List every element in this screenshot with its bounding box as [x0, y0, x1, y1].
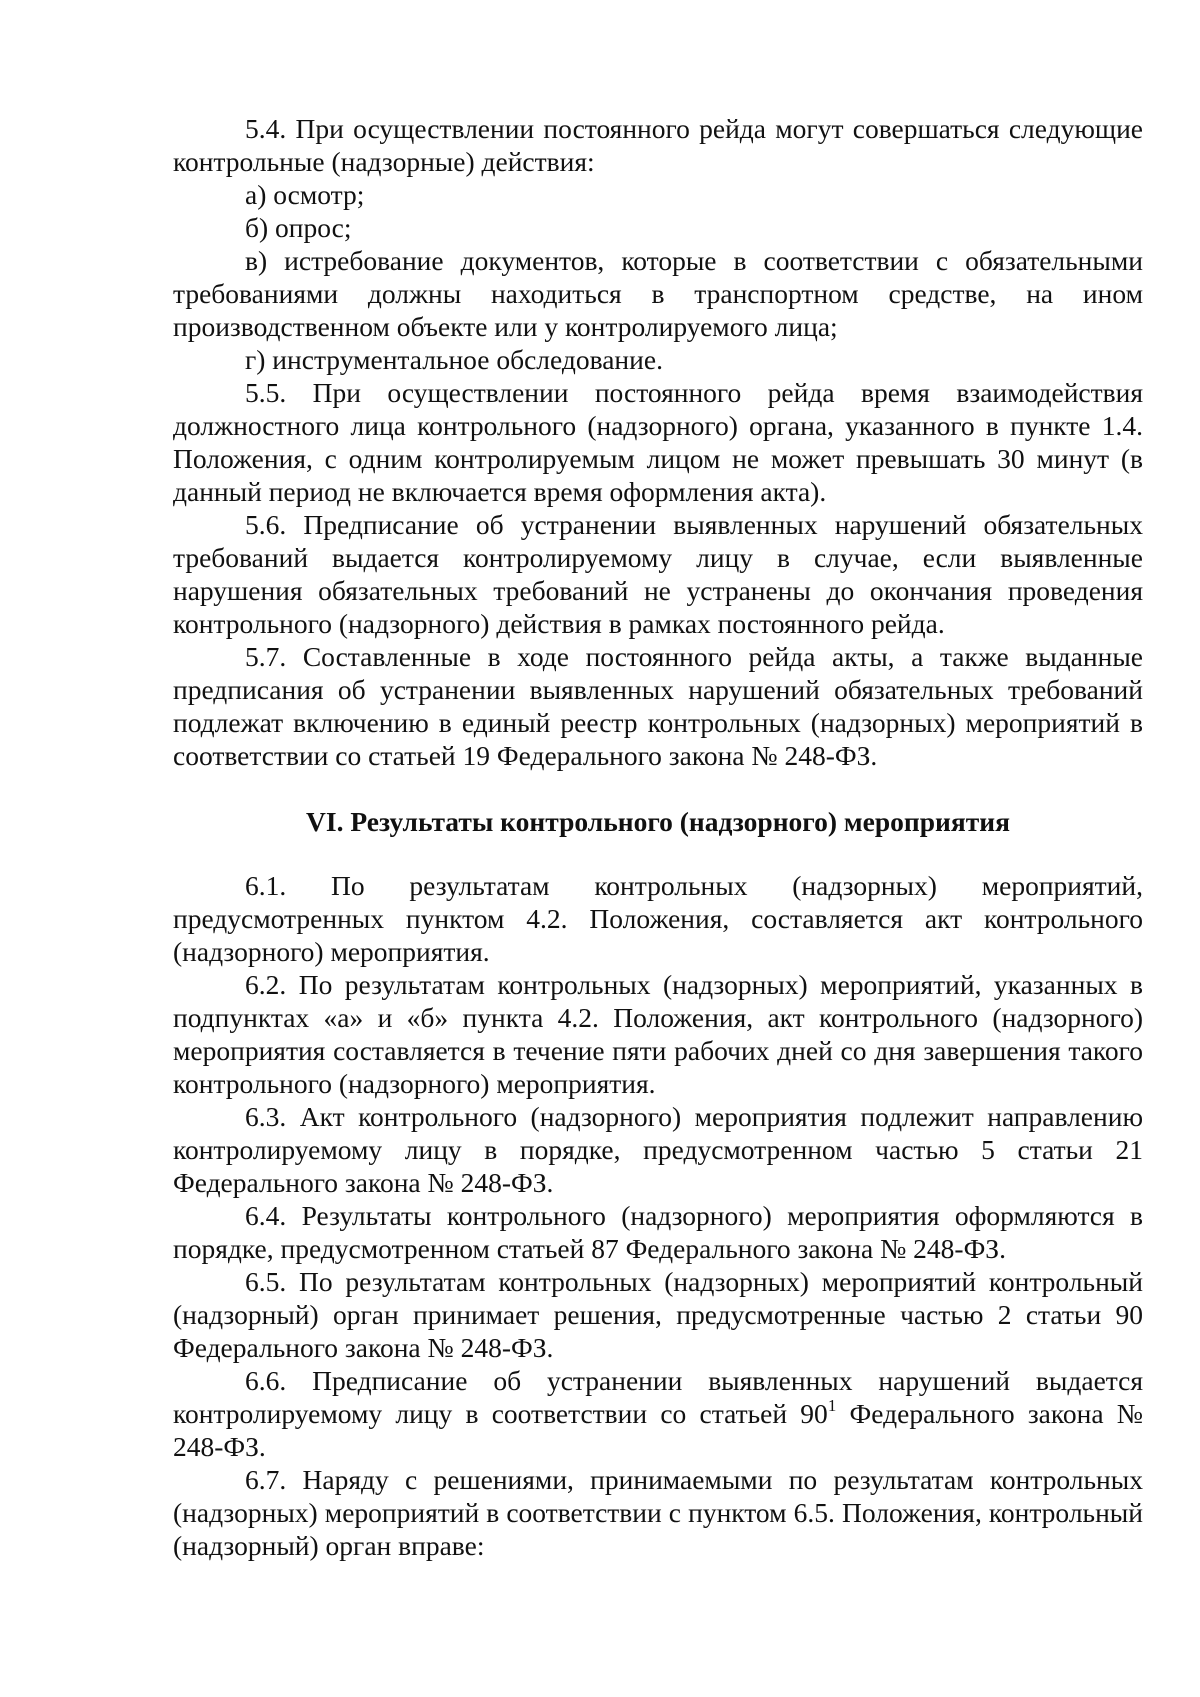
- paragraph-5-7: 5.7. Составленные в ходе постоянного рейда акты, а также выданные предписания об устранении выявленных нарушений обязательных требований подлежат включению в единый реестр контрольных (надзорных) мероприятий в соответствии со статьей 19 Федерального закона № 248-ФЗ.: [173, 641, 1143, 771]
- paragraph-6-7: 6.7. Наряду с решениями, принимаемыми по результатам контрольных (надзорных) мероприятий в соответствии с пунктом 6.5. Положения, контрольный (надзорный) орган вправе:: [173, 1464, 1143, 1561]
- list-item-a: а) осмотр;: [245, 179, 365, 210]
- superscript-1: 1: [827, 1395, 837, 1415]
- list-item-v: в) истребование документов, которые в соответствии с обязательными требованиями должны находиться в транспортном средстве, на ином производственном объекте или у контролируемого лица;: [173, 245, 1143, 342]
- paragraph-6-2: 6.2. По результатам контрольных (надзорных) мероприятий, указанных в подпунктах «а» и «б» пункта 4.2. Положения, акт контрольного (надзорного) мероприятия составляется в течение пяти рабочих дней со дня завершения такого контрольного (надзорного) мероприятия.: [173, 969, 1143, 1099]
- paragraph-6-6-text: 6.6. Предписание об устранении выявленных нарушений выдается контролируемому лицу в соответствии со статьей 90: [173, 1365, 1143, 1429]
- paragraph-6-1: 6.1. По результатам контрольных (надзорных) мероприятий, предусмотренных пунктом 4.2. Положения, составляется акт контрольного (надзорного) мероприятия.: [173, 870, 1143, 967]
- list-item-g: г) инструментальное обследование.: [245, 344, 663, 375]
- document-page: [173, 112, 1143, 1562]
- section-heading: VI. Результаты контрольного (надзорного) мероприятия: [306, 806, 1010, 837]
- paragraph-5-6: 5.6. Предписание об устранении выявленных нарушений обязательных требований выдается контролируемому лицу в случае, если выявленные нарушения обязательных требований не устранены до окончания проведения контрольного (надзорного) действия в рамках постоянного рейда.: [173, 509, 1143, 639]
- paragraph-5-5: 5.5. При осуществлении постоянного рейда время взаимодействия должностного лица контрольного (надзорного) органа, указанного в пункте 1.4. Положения, с одним контролируемым лицом не может превышать 30 минут (в данный период не включается время оформления акта).: [173, 377, 1143, 507]
- paragraph-6-3: 6.3. Акт контрольного (надзорного) мероприятия подлежит направлению контролируемому лицу в порядке, предусмотренном частью 5 статьи 21 Федерального закона № 248-ФЗ.: [173, 1101, 1143, 1198]
- paragraph-6-6-tail: Федерального закона № 248-ФЗ.: [173, 1398, 1143, 1462]
- paragraph-5-4: 5.4. При осуществлении постоянного рейда могут совершаться следующие контрольные (надзорные) действия:: [173, 113, 1143, 177]
- list-item-b: б) опрос;: [245, 212, 352, 243]
- paragraph-6-4: 6.4. Результаты контрольного (надзорного) мероприятия оформляются в порядке, предусмотренном статьей 87 Федерального закона № 248-ФЗ.: [173, 1200, 1143, 1264]
- paragraph-6-5: 6.5. По результатам контрольных (надзорных) мероприятий контрольный (надзорный) орган принимает решения, предусмотренные частью 2 статьи 90 Федерального закона № 248-ФЗ.: [173, 1266, 1143, 1363]
- paragraph-6-6: [173, 1364, 1143, 1463]
